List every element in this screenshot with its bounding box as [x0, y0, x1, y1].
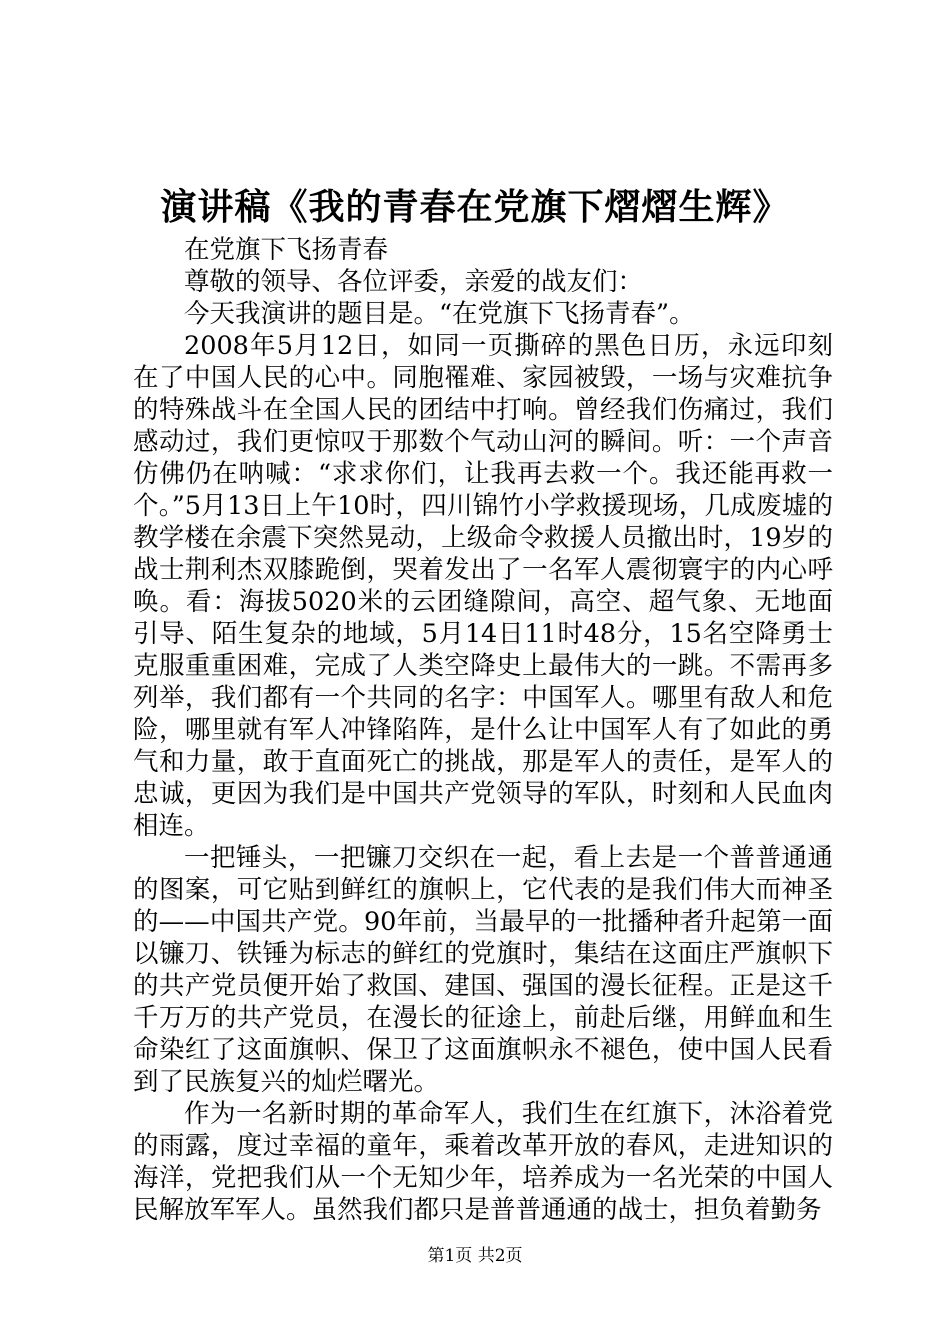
paragraph-salutation: 尊敬的领导、各位评委，亲爱的战友们：	[184, 267, 644, 297]
paragraph-body: 2008年5月12日，如同一页撕碎的黑色日历，永远印刻在了中国人民的心中。同胞罹难、家园被毁，一场与灾难抗争的特殊战斗在全国人民的团结中打响。曾经我们伤痛过，我们感动过，我们更惊叹于那数个气动山河的瞬间。听：一个声音仿佛仍在呐喊：“求求你们，让我再去救一个。我还能再救一个。”5月13日上午10时，四川锦竹小学救援现场，几成废墟的教学楼在余震下突然晃动，上级命令救援人员撤出时，19岁的战士荆利杰双膝跪倒，哭着发出了一名军人震彻寰宇的内心呼唤。看：海拔5020米的云团缝隙间，高空、超气象、无地面引导、陌生复杂的地域，5月14日11时48分，15名空降勇士克服重重困难，完成了人类空降史上最伟大的一跳。不需再多列举，我们都有一个共同的名字：中国军人。哪里有敌人和危险，哪里就有军人冲锋陷阵，是什么让中国军人有了如此的勇气和力量，敢于直面死亡的挑战，那是军人的责任，是军人的忠诚，更因为我们是中国共产党领导的军队，时刻和人民血肉相连。	[133, 331, 833, 841]
document-body	[133, 234, 833, 1226]
page-footer: 第1页 共2页	[427, 1246, 523, 1266]
document-title: 演讲稿《我的青春在党旗下熠熠生辉》	[160, 186, 790, 228]
paragraph-subtitle: 在党旗下飞扬青春	[184, 235, 389, 265]
paragraph-topic: 今天我演讲的题目是。“在党旗下飞扬青春”。	[184, 299, 695, 329]
paragraph-body: 作为一名新时期的革命军人，我们生在红旗下，沐浴着党的雨露，度过幸福的童年，乘着改革开放的春风，走进知识的海洋，党把我们从一个无知少年，培养成为一名光荣的中国人民解放军军人。虽然我们都只是普普通通的战士，担负着勤务	[133, 1099, 833, 1225]
paragraph-body: 一把锤头，一把镰刀交织在一起，看上去是一个普普通通的图案，可它贴到鲜红的旗帜上，它代表的是我们伟大而神圣的——中国共产党。90年前，当最早的一批播种者升起第一面以镰刀、铁锤为标志的鲜红的党旗时，集结在这面庄严旗帜下的共产党员便开始了救国、建国、强国的漫长征程。正是这千千万万的共产党员，在漫长的征途上，前赴后继，用鲜血和生命染红了这面旗帜、保卫了这面旗帜永不褪色，使中国人民看到了民族复兴的灿烂曙光。	[133, 843, 833, 1097]
